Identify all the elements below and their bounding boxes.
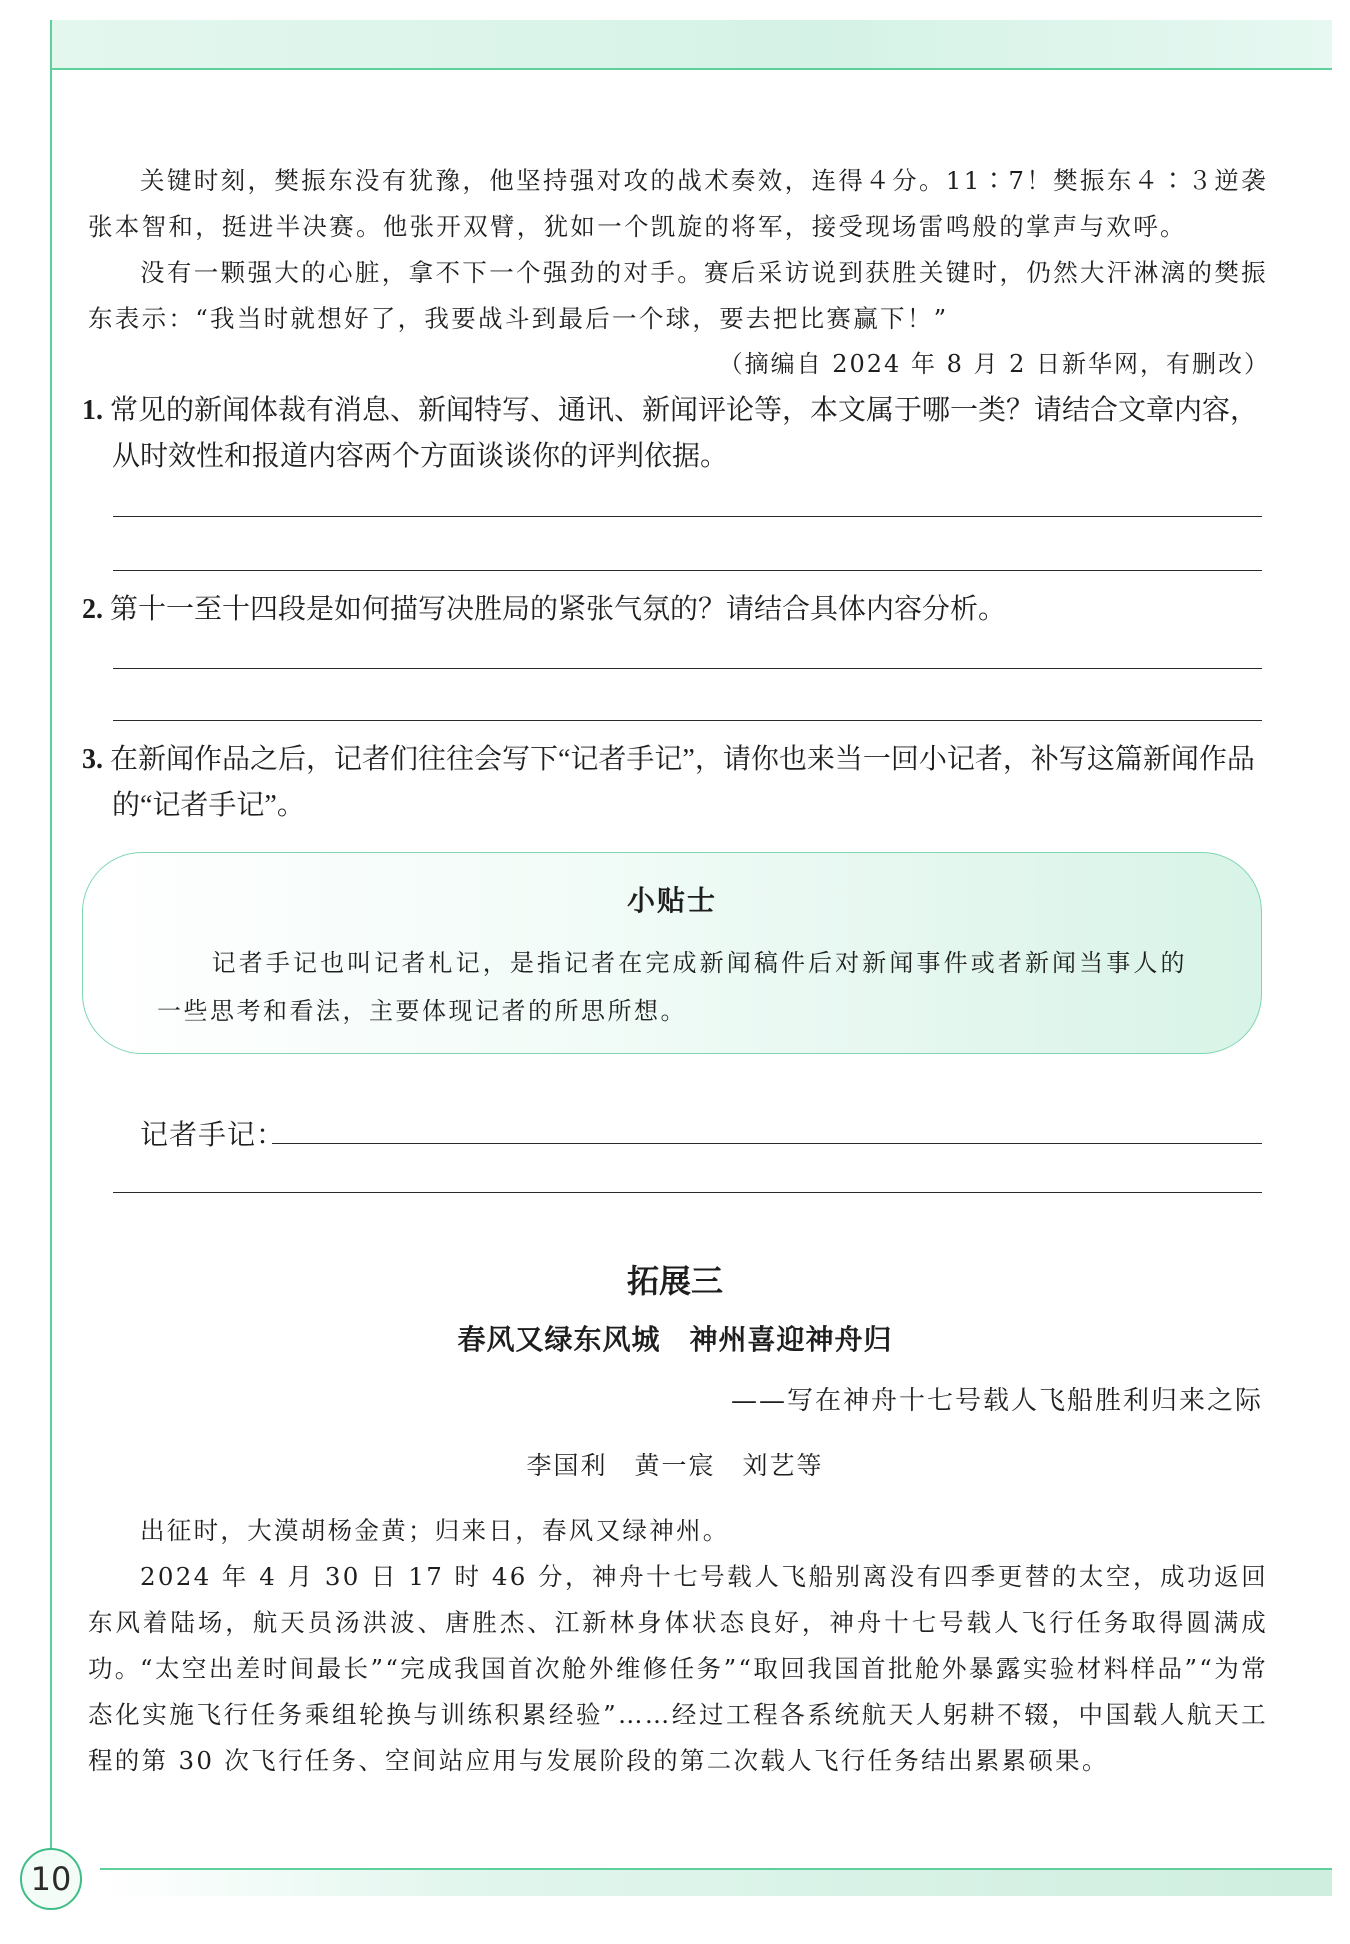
passage-paragraph-2: 没有一颗强大的心脏，拿不下一个强劲的对手。赛后采访说到获胜关键时，仍然大汗淋漓的樊振东表示：“我当时就想好了，我要战斗到最后一个球，要去把比赛赢下！” [88, 258, 1268, 333]
article-paragraph-3: “太空出差时间最长”“完成我国首次舱外维修任务”“取回我国首批舱外暴露实验材料样品”“为常态化实施飞行任务乘组轮换与训练积累经验”……经过工程各系统航天人躬耕不辍，中国载人航天工程的第 30 次飞行任务、空间站应用与发展阶段的第二次载人飞行任务结出累累硕果。 [88, 1654, 1268, 1775]
section-title: 拓展三 [626, 1262, 723, 1300]
question-text: 第十一至十四段是如何描写决胜局的紧张气氛的？请结合具体内容分析。 [110, 594, 1007, 625]
answer-line[interactable] [113, 668, 1262, 669]
answer-line[interactable] [113, 516, 1262, 517]
header-band [50, 20, 1332, 70]
question-text-continued: 从时效性和报道内容两个方面谈谈你的评判依据。 [112, 441, 729, 472]
answer-line[interactable] [113, 1192, 1262, 1193]
answer-line[interactable] [113, 720, 1262, 721]
question-text-continued: 的“记者手记”。 [112, 790, 305, 821]
article-authors: 李国利 黄一宸 刘艺等 [526, 1451, 824, 1480]
question-2 [82, 587, 1272, 633]
answer-line[interactable] [113, 570, 1262, 571]
question-number: 2. [82, 594, 103, 625]
question-3 [82, 737, 1272, 829]
page-number: 10 [20, 1848, 82, 1910]
article-paragraph-1: 出征时，大漠胡杨金黄；归来日，春风又绿神州。 [140, 1516, 730, 1545]
question-number: 1. [82, 395, 103, 426]
answer-line[interactable] [272, 1143, 1262, 1144]
question-text: 在新闻作品之后，记者们往往会写下“记者手记”，请你也来当一回小记者，补写这篇新闻作品 [110, 744, 1255, 775]
footer-band [100, 1868, 1332, 1896]
tip-box [82, 852, 1262, 1054]
passage-source: （摘编自 2024 年 8 月 2 日新华网，有删改） [718, 350, 1270, 378]
passage-paragraph-1: 关键时刻，樊振东没有犹豫，他坚持强对攻的战术奏效，连得４分。11∶7！樊振东４∶３逆袭张本智和，挺进半决赛。他张开双臂，犹如一个凯旋的将军，接受现场雷鸣般的掌声与欢呼。 [88, 166, 1268, 241]
tip-title: 小贴士 [626, 884, 717, 917]
article-title: 春风又绿东风城 神州喜迎神舟归 [457, 1323, 893, 1356]
left-border [50, 20, 52, 1895]
question-number: 3. [82, 744, 103, 775]
question-1 [82, 388, 1272, 480]
question-text: 常见的新闻体裁有消息、新闻特写、通讯、新闻评论等，本文属于哪一类？请结合文章内容， [110, 395, 1259, 426]
article-paragraph-2: 2024 年 4 月 30 日 17 时 46 分，神舟十七号载人飞船别离没有四季更替的太空，成功返回东风着陆场，航天员汤洪波、唐胜杰、江新林身体状态良好，神舟十七号载人飞行任务取得圆满成功。 [88, 1562, 1268, 1683]
tip-body: 记者手记也叫记者札记，是指记者在完成新闻稿件后对新闻事件或者新闻当事人的一些思考和看法，主要体现记者的所思所想。 [157, 949, 1187, 1025]
reporter-notes-label: 记者手记： [140, 1120, 286, 1151]
article-subtitle: ——写在神舟十七号载人飞船胜利归来之际 [730, 1386, 1263, 1416]
